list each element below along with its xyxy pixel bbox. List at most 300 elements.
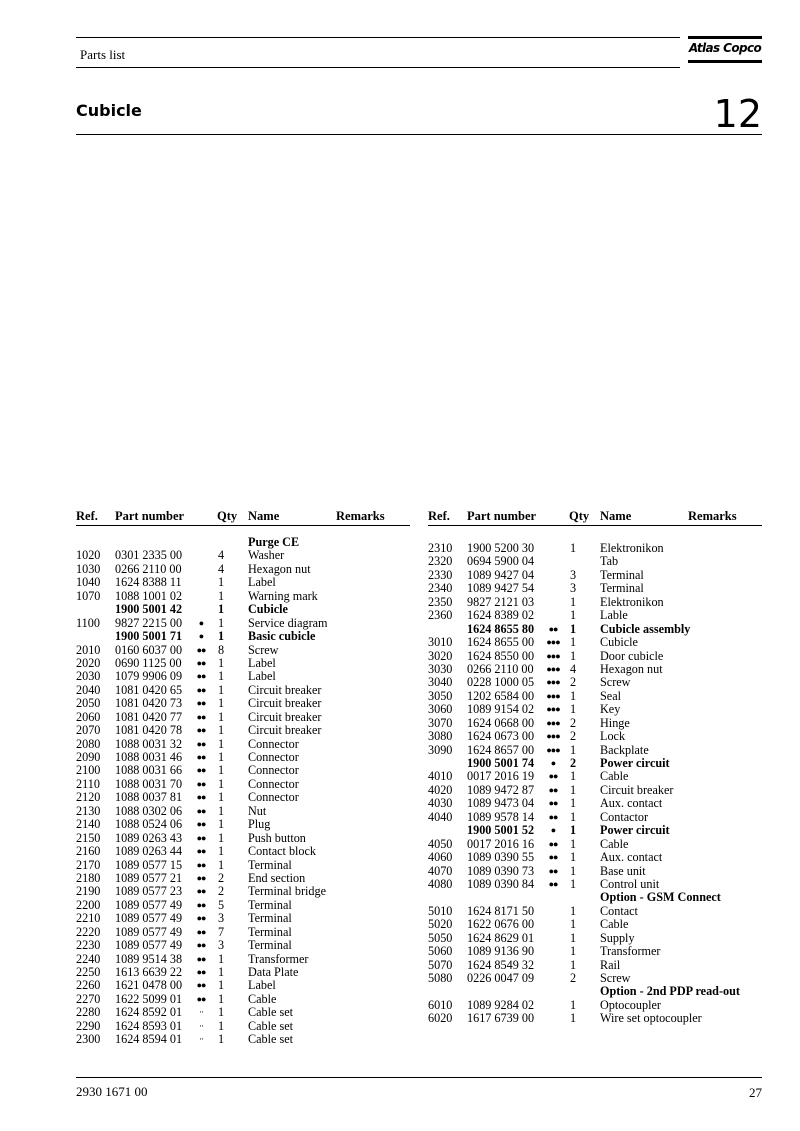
- part-number-cell: 1089 0390 84: [467, 876, 535, 891]
- part-number-cell: 1617 6739 00: [467, 1011, 535, 1026]
- name-cell: Label: [248, 655, 276, 670]
- part-number-cell: 1088 0524 06: [115, 817, 183, 832]
- name-cell: Supply: [600, 930, 635, 945]
- ref-cell: 2090: [76, 750, 101, 764]
- part-number-cell: 1088 1001 02: [115, 588, 183, 603]
- part-number-cell: 1089 0577 21: [115, 870, 183, 885]
- level-dots: ●●: [196, 980, 206, 991]
- part-number-cell: 9827 2215 00: [115, 615, 183, 630]
- ref-cell: 5010: [428, 903, 453, 918]
- level-dots: ●●: [548, 811, 558, 822]
- qty-cell: 1: [569, 742, 577, 757]
- level-dots: ●●: [548, 784, 558, 795]
- part-number-cell: 1624 0673 00: [467, 729, 535, 744]
- ref-cell: 3010: [428, 635, 453, 650]
- ref-cell: 5080: [428, 971, 453, 985]
- name-cell: Transformer: [600, 944, 661, 959]
- table-row: [428, 717, 762, 730]
- col-header-qty: Qty: [569, 509, 590, 523]
- part-number-cell: 1088 0031 66: [115, 763, 183, 778]
- table-row: [428, 623, 762, 636]
- ref-cell: 2140: [76, 817, 101, 832]
- qty-cell: 1: [217, 1005, 225, 1020]
- level-dots: ●●: [196, 886, 206, 897]
- header-label: Parts list: [80, 47, 126, 62]
- table-row: [76, 670, 410, 683]
- part-number-cell: 1202 6584 00: [467, 688, 535, 703]
- logo-text: Atlas Copco: [688, 41, 762, 55]
- qty-cell: 1: [217, 655, 225, 670]
- ref-cell: 1100: [76, 615, 100, 630]
- qty-cell: 3: [569, 581, 577, 596]
- qty-cell: 1: [569, 621, 577, 636]
- ref-cell: 2110: [76, 776, 100, 791]
- header-rule-top: [76, 37, 680, 38]
- footer-rule: [76, 1077, 762, 1078]
- table-row: [428, 569, 762, 582]
- ref-cell: 5050: [428, 930, 453, 945]
- logo-bar-bottom: [688, 60, 762, 63]
- level-dots: ●●: [196, 940, 206, 951]
- ref-cell: 2350: [428, 594, 453, 609]
- level-dots: ●●: [196, 792, 206, 803]
- page-title: Cubicle: [76, 101, 142, 120]
- table-row: [428, 932, 762, 945]
- part-number-cell: 1081 0420 77: [115, 709, 183, 724]
- part-number-cell: 1081 0420 65: [115, 682, 183, 697]
- ref-cell: 2260: [76, 978, 101, 993]
- ref-cell: 2130: [76, 803, 101, 818]
- col-header-name: Name: [248, 509, 280, 523]
- col-header-name: Name: [600, 509, 632, 523]
- level-dots: ●●: [196, 805, 206, 816]
- ref-cell: 4060: [428, 850, 453, 865]
- name-cell: Screw: [248, 642, 279, 657]
- table-row: [76, 684, 410, 697]
- level-dots: ●●: [196, 738, 206, 749]
- col-header-ref: Ref.: [76, 509, 98, 523]
- name-cell: Option - 2nd PDP read-out: [600, 984, 740, 999]
- qty-cell: 1: [217, 682, 225, 697]
- table-row: [76, 912, 410, 925]
- part-number-cell: 0017 2016 16: [467, 836, 535, 851]
- level-dots: ●●: [196, 765, 206, 776]
- atlas-copco-logo: [686, 33, 764, 67]
- table-row: [76, 859, 410, 872]
- ref-cell: 4070: [428, 863, 453, 878]
- qty-cell: 1: [217, 669, 225, 684]
- table-row: [76, 939, 410, 952]
- ref-cell: 1030: [76, 561, 101, 576]
- ref-cell: 2320: [428, 554, 453, 569]
- qty-cell: 1: [569, 930, 577, 945]
- qty-cell: 1: [569, 796, 577, 811]
- name-cell: Hexagon nut: [600, 661, 663, 676]
- name-cell: Connector: [248, 776, 299, 791]
- ref-cell: 3030: [428, 661, 453, 676]
- table-row: [428, 918, 762, 931]
- name-cell: Plug: [248, 817, 271, 832]
- name-cell: Connector: [248, 736, 299, 751]
- qty-cell: 1: [569, 876, 577, 891]
- part-number-cell: 1089 9154 02: [467, 702, 535, 717]
- table-row: [76, 845, 410, 858]
- name-cell: Circuit breaker: [600, 782, 674, 797]
- qty-cell: 1: [217, 991, 225, 1006]
- ref-cell: 4010: [428, 769, 453, 784]
- qty-cell: 1: [569, 957, 577, 972]
- name-cell: Service diagram: [248, 615, 328, 630]
- table-row: [428, 865, 762, 878]
- qty-cell: 2: [569, 971, 577, 985]
- table-row: [428, 985, 762, 998]
- name-cell: Wire set optocoupler: [600, 1011, 702, 1026]
- level-dots: ●●: [196, 993, 206, 1004]
- header-rule-bottom: [76, 67, 680, 68]
- part-number-cell: 1088 0031 32: [115, 736, 183, 751]
- name-cell: Terminal: [248, 938, 292, 953]
- qty-cell: 1: [569, 917, 577, 932]
- col-header-qty: Qty: [217, 509, 238, 523]
- level-dots: ●●: [196, 778, 206, 789]
- name-cell: Control unit: [600, 876, 660, 891]
- name-cell: Screw: [600, 675, 631, 690]
- qty-cell: 1: [217, 844, 225, 859]
- table-row: [428, 636, 762, 649]
- name-cell: Terminal: [248, 924, 292, 939]
- part-number-cell: 1089 0577 23: [115, 884, 183, 899]
- table-row: [76, 590, 410, 603]
- page-number: 27: [749, 1085, 762, 1100]
- part-number-cell: 1088 0037 81: [115, 790, 183, 805]
- qty-cell: 1: [569, 594, 577, 609]
- part-number-cell: 1624 8389 02: [467, 608, 535, 623]
- ref-cell: 2150: [76, 830, 101, 845]
- ref-cell: 3050: [428, 688, 453, 703]
- ref-cell: 2010: [76, 642, 101, 657]
- part-number-cell: 1088 0031 46: [115, 750, 183, 764]
- col-header-remarks: Remarks: [336, 509, 385, 523]
- part-number-cell: 1613 6639 22: [115, 965, 183, 979]
- table-row: [428, 878, 762, 891]
- table-row: [428, 650, 762, 663]
- qty-cell: 1: [569, 863, 577, 878]
- name-cell: Contact: [600, 903, 638, 918]
- table-row: [428, 609, 762, 622]
- part-number-cell: 1089 0577 49: [115, 938, 183, 953]
- part-number-cell: 1089 0263 44: [115, 844, 183, 859]
- name-cell: Cable: [600, 769, 629, 784]
- part-number-cell: 1088 0302 06: [115, 803, 183, 818]
- table-row: [428, 972, 762, 985]
- document-number: 2930 1671 00: [76, 1084, 148, 1099]
- name-cell: Option - GSM Connect: [600, 890, 721, 905]
- table-row: [76, 738, 410, 751]
- name-cell: Terminal: [248, 911, 292, 926]
- ref-cell: 1020: [76, 548, 101, 563]
- part-number-cell: 0228 1000 05: [467, 675, 535, 690]
- qty-cell: 1: [217, 575, 225, 590]
- parts-table-left: [76, 509, 410, 1047]
- ref-cell: 3060: [428, 702, 453, 717]
- table-row: [428, 784, 762, 797]
- level-dots: ●: [198, 631, 204, 642]
- ref-cell: 3080: [428, 729, 453, 744]
- table-row: [76, 724, 410, 737]
- qty-cell: 1: [569, 903, 577, 918]
- table-row: [76, 993, 410, 1006]
- qty-cell: 1: [217, 1032, 225, 1047]
- name-cell: Aux. contact: [600, 850, 663, 865]
- level-dots: ●●●: [546, 744, 560, 755]
- name-cell: Cubicle: [248, 602, 288, 617]
- qty-cell: 1: [217, 776, 225, 791]
- name-cell: Label: [248, 669, 276, 684]
- part-number-cell: 1624 8594 01: [115, 1032, 183, 1047]
- name-cell: End section: [248, 870, 306, 885]
- qty-cell: 1: [217, 830, 225, 845]
- name-cell: Key: [600, 702, 621, 717]
- level-dots: ●●: [196, 859, 206, 870]
- table-row: [76, 818, 410, 831]
- part-number-cell: 1900 5001 71: [115, 629, 183, 644]
- name-cell: Push button: [248, 830, 306, 845]
- part-number-cell: 1089 9472 87: [467, 782, 535, 797]
- ref-cell: 2240: [76, 951, 101, 966]
- name-cell: Optocoupler: [600, 997, 661, 1012]
- qty-cell: 1: [569, 997, 577, 1012]
- ref-cell: 2200: [76, 897, 101, 912]
- name-cell: Connector: [248, 750, 299, 764]
- table-row: [76, 953, 410, 966]
- level-dots: ●●: [548, 852, 558, 863]
- ref-cell: 3090: [428, 742, 453, 757]
- ref-cell: 2080: [76, 736, 101, 751]
- name-cell: Purge CE: [248, 535, 300, 549]
- level-dots: ●●: [196, 846, 206, 857]
- part-number-cell: 0226 0047 09: [467, 971, 535, 985]
- ref-cell: 2280: [76, 1005, 101, 1020]
- name-cell: Contact block: [248, 844, 317, 859]
- level-dots: ●●: [196, 725, 206, 736]
- table-row: [428, 676, 762, 689]
- ref-cell: 2120: [76, 790, 101, 805]
- ref-cell: 2190: [76, 884, 101, 899]
- ref-cell: 2040: [76, 682, 101, 697]
- level-dots: ●●: [196, 657, 206, 668]
- name-cell: Backplate: [600, 742, 649, 757]
- name-cell: Elektronikon: [600, 594, 664, 609]
- part-number-cell: 9827 2121 03: [467, 594, 535, 609]
- qty-cell: 1: [569, 648, 577, 663]
- ref-cell: 2250: [76, 965, 101, 979]
- qty-cell: 1: [217, 978, 225, 993]
- ref-cell: 2100: [76, 763, 101, 778]
- part-number-cell: 1089 9514 38: [115, 951, 183, 966]
- name-cell: Cable set: [248, 1018, 294, 1033]
- level-dots: ●: [550, 758, 556, 768]
- name-cell: Lock: [600, 729, 626, 744]
- level-dots: ●●: [548, 838, 558, 849]
- name-cell: Warning mark: [248, 588, 318, 603]
- level-dots: ●●: [548, 878, 558, 889]
- name-cell: Door cubicle: [600, 648, 664, 663]
- logo-bar-top: [688, 36, 762, 39]
- parts-table-right: [428, 509, 762, 1026]
- part-number-cell: 1089 0577 49: [115, 924, 183, 939]
- name-cell: Circuit breaker: [248, 696, 322, 711]
- name-cell: Circuit breaker: [248, 682, 322, 697]
- table-row: [76, 885, 410, 898]
- name-cell: Washer: [248, 548, 285, 563]
- level-dots: ●●: [548, 865, 558, 876]
- qty-cell: 8: [217, 642, 225, 657]
- part-number-cell: 1089 9427 04: [467, 567, 535, 582]
- level-dots: ●●●: [546, 717, 560, 728]
- part-number-cell: 1900 5001 42: [115, 602, 183, 617]
- name-cell: Terminal bridge: [248, 884, 326, 899]
- table-row: [428, 891, 762, 904]
- level-dots: ●●: [196, 671, 206, 682]
- table-row: [428, 999, 762, 1012]
- ref-cell: 2310: [428, 541, 453, 555]
- part-number-cell: 1624 8388 11: [115, 575, 182, 590]
- name-cell: Screw: [600, 971, 631, 985]
- col-header-ref: Ref.: [428, 509, 450, 523]
- table-row: [76, 603, 410, 616]
- part-number-cell: 1622 5099 01: [115, 991, 183, 1006]
- qty-cell: 4: [217, 548, 225, 563]
- level-dots: ●●: [196, 872, 206, 883]
- table-row: [428, 824, 762, 837]
- ref-cell: 4020: [428, 782, 453, 797]
- name-cell: Power circuit: [600, 823, 670, 838]
- name-cell: Data Plate: [248, 965, 299, 979]
- table-row: [428, 770, 762, 783]
- qty-cell: 1: [217, 1018, 225, 1033]
- part-number-cell: 1624 8592 01: [115, 1005, 183, 1020]
- table-row: [428, 730, 762, 743]
- name-cell: Nut: [248, 803, 267, 818]
- table-row: [76, 644, 410, 657]
- part-number-cell: 1089 0263 43: [115, 830, 183, 845]
- table-header: [76, 509, 410, 526]
- part-number-cell: 1089 9284 02: [467, 997, 535, 1012]
- part-number-cell: 1900 5001 74: [467, 756, 535, 770]
- table-row: [428, 757, 762, 770]
- ref-cell: 2360: [428, 608, 453, 623]
- level-dots: ··: [199, 1034, 203, 1045]
- part-number-cell: 1088 0031 70: [115, 776, 183, 791]
- table-row: [428, 690, 762, 703]
- ref-cell: 2060: [76, 709, 101, 724]
- name-cell: Cable: [600, 836, 629, 851]
- table-row: [76, 1006, 410, 1019]
- level-dots: ●●: [196, 711, 206, 722]
- part-number-cell: 1624 8171 50: [467, 903, 535, 918]
- qty-cell: 5: [217, 897, 225, 912]
- table-row: [76, 1033, 410, 1046]
- part-number-cell: 1900 5001 52: [467, 823, 535, 838]
- qty-cell: 1: [569, 541, 577, 555]
- qty-cell: 1: [569, 702, 577, 717]
- name-cell: Hinge: [600, 715, 630, 730]
- table-header: [428, 509, 762, 526]
- ref-cell: 4030: [428, 796, 453, 811]
- qty-cell: 1: [217, 696, 225, 711]
- ref-cell: 5070: [428, 957, 453, 972]
- name-cell: Lable: [600, 608, 628, 623]
- ref-cell: 4040: [428, 809, 453, 824]
- name-cell: Terminal: [600, 567, 644, 582]
- ref-cell: 2180: [76, 870, 101, 885]
- part-number-cell: 1081 0420 78: [115, 723, 183, 738]
- level-dots: ●●: [196, 899, 206, 910]
- part-number-cell: 1089 0390 73: [467, 863, 535, 878]
- part-number-cell: 1624 0668 00: [467, 715, 535, 730]
- name-cell: Label: [248, 575, 276, 590]
- ref-cell: 4080: [428, 876, 453, 891]
- qty-cell: 1: [217, 763, 225, 778]
- level-dots: ●●: [196, 684, 206, 695]
- table-body-right: [428, 542, 762, 1026]
- table-row: [428, 596, 762, 609]
- table-row: [428, 703, 762, 716]
- level-dots: ●●: [196, 819, 206, 830]
- ref-cell: 2170: [76, 857, 101, 872]
- table-row: [76, 926, 410, 939]
- table-row: [76, 630, 410, 643]
- ref-cell: 3020: [428, 648, 453, 663]
- part-number-cell: 1089 9473 04: [467, 796, 535, 811]
- qty-cell: 1: [217, 602, 225, 617]
- table-row: [428, 542, 762, 555]
- table-row: [76, 697, 410, 710]
- ref-cell: 3040: [428, 675, 453, 690]
- qty-cell: 1: [217, 857, 225, 872]
- level-dots: ··: [199, 1020, 203, 1031]
- part-number-cell: 1089 0577 15: [115, 857, 183, 872]
- ref-cell: 2290: [76, 1018, 101, 1033]
- ref-cell: 2330: [428, 567, 453, 582]
- name-cell: Cable: [600, 917, 629, 932]
- name-cell: Basic cubicle: [248, 629, 316, 644]
- ref-cell: 5060: [428, 944, 453, 959]
- col-header-part: Part number: [467, 509, 537, 523]
- part-number-cell: 1622 0676 00: [467, 917, 535, 932]
- level-dots: ●: [198, 617, 204, 628]
- part-number-cell: 1624 8549 32: [467, 957, 535, 972]
- qty-cell: 1: [217, 723, 225, 738]
- part-number-cell: 1089 0577 49: [115, 897, 183, 912]
- ref-cell: 1040: [76, 575, 101, 590]
- part-number-cell: 1624 8655 80: [467, 621, 535, 636]
- table-row: [428, 555, 762, 568]
- ref-cell: 6020: [428, 1011, 453, 1026]
- table-row: [428, 744, 762, 757]
- title-rule: [76, 134, 762, 135]
- level-dots: ●●●: [546, 731, 560, 742]
- level-dots: ··: [199, 1007, 203, 1018]
- table-row: [428, 1012, 762, 1025]
- qty-cell: 1: [569, 850, 577, 865]
- table-row: [428, 582, 762, 595]
- name-cell: Aux. contact: [600, 796, 663, 811]
- part-number-cell: 1624 8655 00: [467, 635, 535, 650]
- table-row: [76, 791, 410, 804]
- part-number-cell: 0017 2016 19: [467, 769, 535, 784]
- part-number-cell: 1621 0478 00: [115, 978, 183, 993]
